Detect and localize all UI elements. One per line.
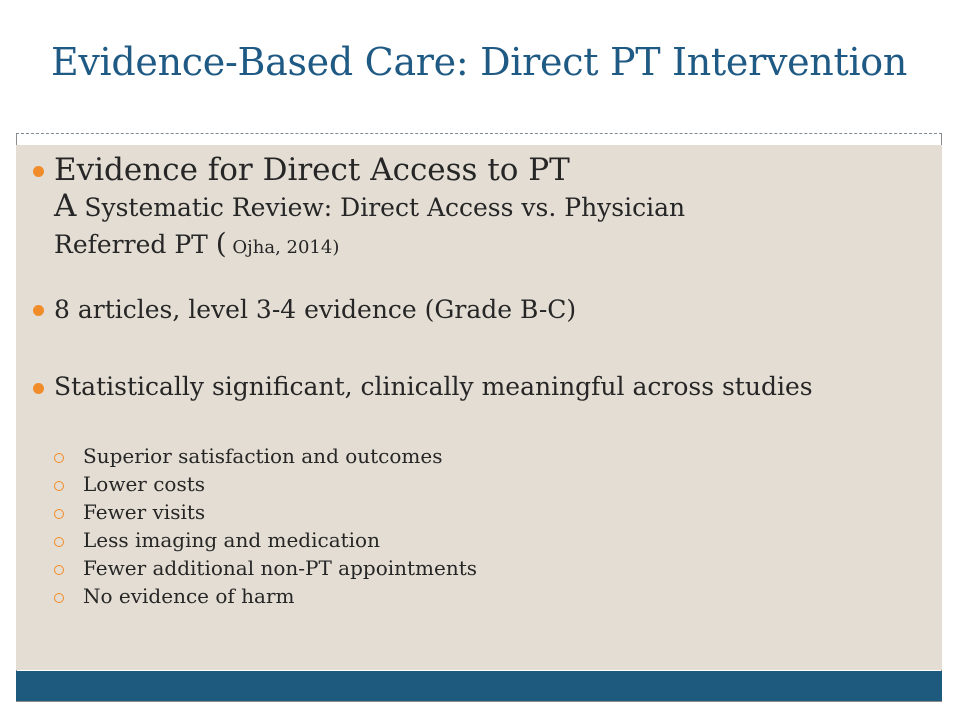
list-item-label: No evidence of harm	[83, 584, 295, 608]
list-item-label: Lower costs	[83, 472, 206, 496]
bullet-heading: Evidence for Direct Access to PT	[54, 152, 570, 188]
list-item	[50, 554, 870, 582]
bullet-significance-text: Statistically significant, clinically meaningful across studies	[54, 372, 813, 401]
ring-bullet-icon	[54, 453, 64, 463]
list-item	[50, 470, 870, 498]
ring-bullet-icon	[54, 537, 64, 547]
bullet-dot-icon	[33, 383, 44, 394]
footer-bar	[16, 671, 942, 701]
bullet-direct-access	[33, 152, 893, 266]
review-title-text: Systematic Review: Direct Access vs. Physician	[76, 193, 686, 222]
list-item	[50, 582, 870, 610]
slide-title: Evidence-Based Care: Direct PT Intervention	[50, 40, 908, 84]
bullet-articles-text: 8 articles, level 3-4 evidence (Grade B-C)	[54, 295, 577, 324]
outcomes-list	[50, 442, 870, 610]
bullet-dot-icon	[33, 305, 44, 316]
list-item-label: Fewer additional non-PT appointments	[83, 556, 478, 580]
bullet-articles	[33, 295, 893, 325]
bullet-significance	[33, 373, 893, 401]
title-area	[16, 16, 942, 134]
list-item	[50, 498, 870, 526]
citation-paren: (	[215, 227, 227, 260]
review-title-line	[54, 188, 893, 226]
review-title-line-2	[54, 226, 893, 266]
ring-bullet-icon	[54, 509, 64, 519]
ring-bullet-icon	[54, 481, 64, 491]
ring-bullet-icon	[54, 593, 64, 603]
review-title-text-2: Referred PT	[54, 230, 216, 259]
citation: Ojha, 2014)	[226, 237, 340, 258]
list-item	[50, 526, 870, 554]
list-item-label: Superior satisfaction and outcomes	[83, 444, 443, 468]
list-item-label: Fewer visits	[83, 500, 206, 524]
list-item	[50, 442, 870, 470]
ring-bullet-icon	[54, 565, 64, 575]
review-title-initial: A	[54, 188, 77, 224]
list-item-label: Less imaging and medication	[83, 528, 380, 552]
bullet-dot-icon	[33, 166, 44, 177]
